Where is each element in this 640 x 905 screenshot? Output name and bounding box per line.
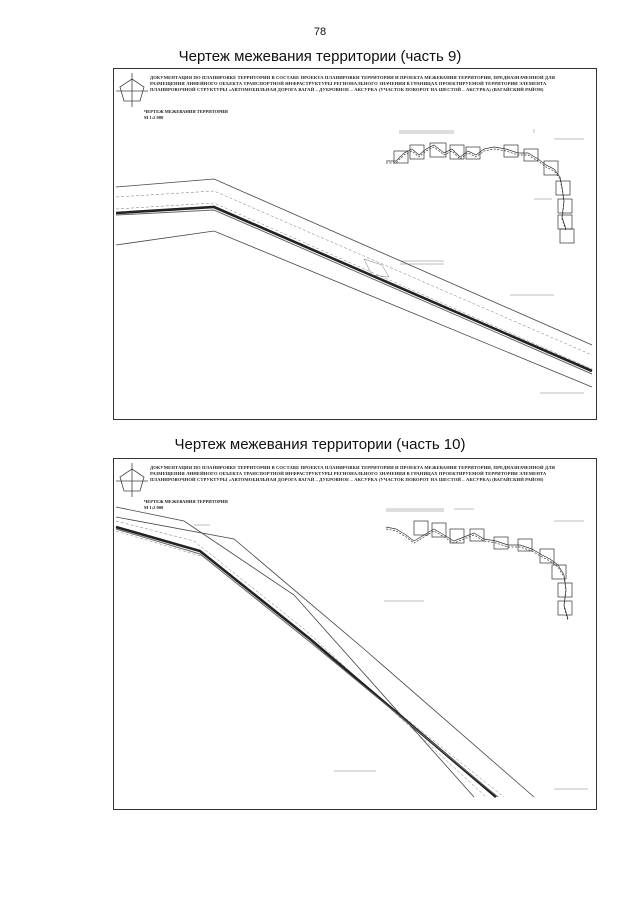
overview-map	[386, 143, 574, 243]
overview-map	[386, 521, 572, 621]
road-corridor	[116, 507, 534, 797]
cadastral-drawing	[114, 459, 596, 809]
sheet-header-text: ДОКУМЕНТАЦИЯ ПО ПЛАНИРОВКЕ ТЕРРИТОРИИ В СОСТАВЕ ПРОЕКТА ПЛАНИРОВКИ ТЕРРИТОРИИ И ПРОЕКТА МЕЖЕВАНИЯ ТЕРРИТОРИИ, ПРЕДНАЗНАЧЕННОЙ ДЛЯ РАЗМЕЩЕНИЯ ЛИНЕЙНОГО ОБЪЕКТА ТРАНСПОРТНОЙ ИНФРАСТРУКТУРЫ РЕГИОНАЛЬНОГО ЗНАЧЕНИЯ В ГРАНИЦАХ ПРОЕКТИРУЕМОЙ ТЕРРИТОРИИ ЭЛЕМЕНТА ПЛАНИРОВОЧНОЙ СТРУКТУРЫ «АВТОМОБИЛЬНАЯ ДОРОГА ВАГАЙ – ДУБРОВНОЕ – АКСУРКА (УЧАСТОК ПОВОРОТ НА ШЕСТОЙ – АКСУРКА) (ВАГАЙСКИЙ РАЙОН)	[150, 75, 556, 92]
section-title-part-9: Чертеж межевания территории (часть 9)	[178, 48, 462, 65]
compass-icon	[116, 73, 148, 107]
sheet-header-text: ДОКУМЕНТАЦИЯ ПО ПЛАНИРОВКЕ ТЕРРИТОРИИ В СОСТАВЕ ПРОЕКТА ПЛАНИРОВКИ ТЕРРИТОРИИ И ПРОЕКТА МЕЖЕВАНИЯ ТЕРРИТОРИИ, ПРЕДНАЗНАЧЕННОЙ ДЛЯ РАЗМЕЩЕНИЯ ЛИНЕЙНОГО ОБЪЕКТА ТРАНСПОРТНОЙ ИНФРАСТРУКТУРЫ РЕГИОНАЛЬНОГО ЗНАЧЕНИЯ В ГРАНИЦАХ ПРОЕКТИРУЕМОЙ ТЕРРИТОРИИ ЭЛЕМЕНТА ПЛАНИРОВОЧНОЙ СТРУКТУРЫ «АВТОМОБИЛЬНАЯ ДОРОГА ВАГАЙ – ДУБРОВНОЕ – АКСУРКА (УЧАСТОК ПОВОРОТ НА ШЕСТОЙ – АКСУРКА) (ВАГАЙСКИЙ РАЙОН)	[150, 465, 556, 482]
scale-label: М 1:2 000	[144, 505, 164, 510]
section-title-part-10: Чертеж межевания территории (часть 10)	[174, 436, 466, 453]
road-corridor	[116, 179, 592, 387]
drawing-sheet-part-9	[113, 68, 597, 420]
compass-icon	[116, 463, 148, 497]
cadastral-drawing	[114, 69, 596, 419]
page-number: 78	[313, 26, 327, 38]
scale-label: М 1:2 000	[144, 115, 164, 120]
drawing-label: ЧЕРТЕЖ МЕЖЕВАНИЯ ТЕРРИТОРИИ	[144, 109, 228, 114]
drawing-sheet-part-10	[113, 458, 597, 810]
drawing-label: ЧЕРТЕЖ МЕЖЕВАНИЯ ТЕРРИТОРИИ	[144, 499, 228, 504]
